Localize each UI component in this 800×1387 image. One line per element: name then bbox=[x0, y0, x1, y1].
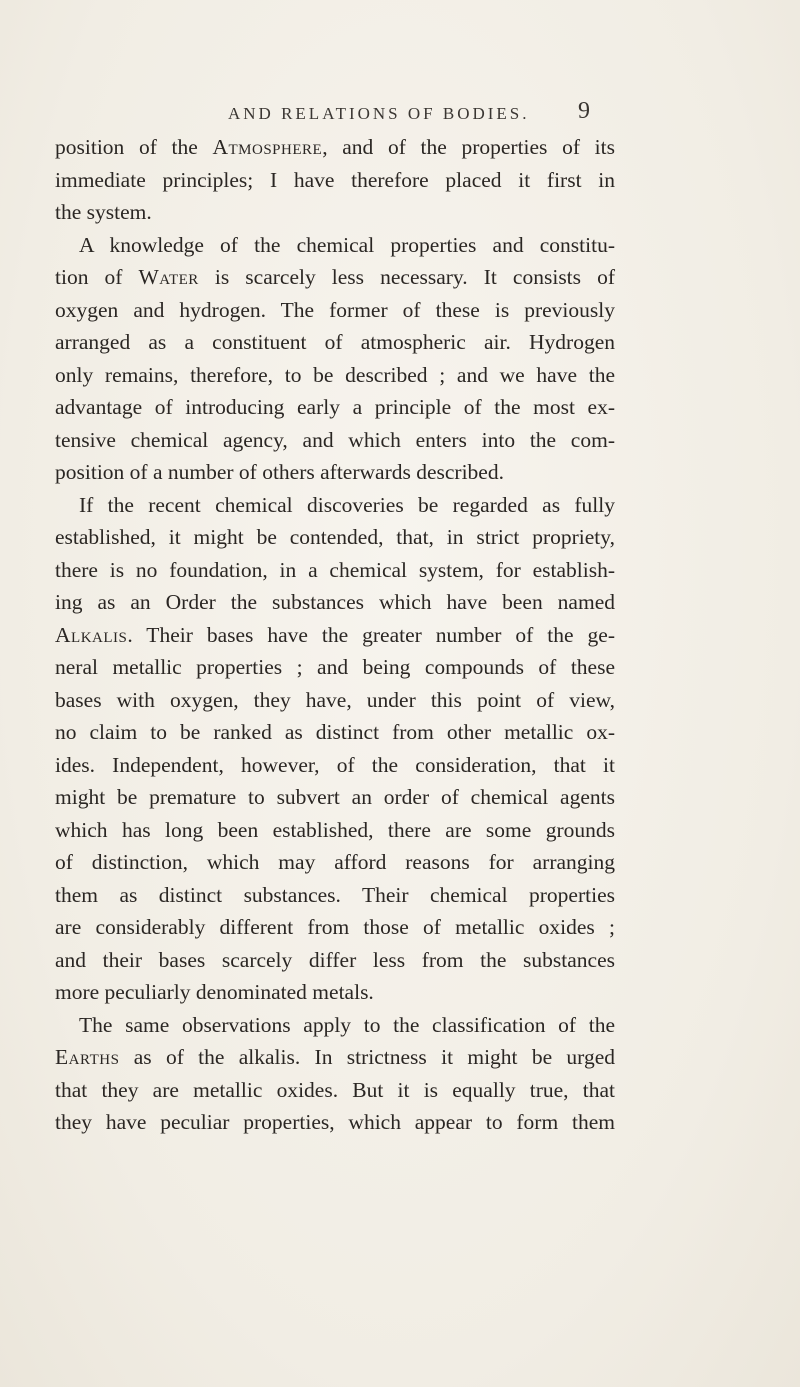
text-line: are considerably different from those of metallic oxides ; bbox=[55, 915, 615, 939]
text-line: them as distinct substances. Their chemical properties bbox=[55, 882, 615, 907]
running-head: AND RELATIONS OF BODIES. bbox=[228, 104, 530, 123]
text-line: arranged as a constituent of atmospheric air. Hydrogen bbox=[55, 330, 615, 354]
text-line: Alkalis. Their bases have the greater number of the ge- bbox=[55, 622, 615, 647]
text-line: ing as an Order the substances which have been named bbox=[55, 590, 615, 614]
body-text bbox=[55, 131, 615, 1361]
text-line: only remains, therefore, to be described ; and we have the bbox=[55, 362, 615, 387]
small-caps-term: Water bbox=[138, 265, 199, 289]
text-line: position of the Atmosphere, and of the properties of its bbox=[55, 135, 615, 159]
small-caps-term: Atmosphere bbox=[212, 135, 323, 159]
text-line: the system. bbox=[55, 200, 152, 224]
text-line: bases with oxygen, they have, under this point of view, bbox=[55, 687, 615, 712]
text-line: which has long been established, there are some grounds bbox=[55, 817, 615, 842]
page-number: 9 bbox=[578, 98, 590, 124]
text-line: tensive chemical agency, and which enters into the com- bbox=[55, 427, 615, 452]
text-line: of distinction, which may afford reasons for arranging bbox=[55, 850, 615, 874]
text-line: ides. Independent, however, of the consideration, that it bbox=[55, 752, 615, 777]
small-caps-term: Earths bbox=[55, 1045, 120, 1069]
text-line: position of a number of others afterwards described. bbox=[55, 460, 504, 484]
text-line: established, it might be contended, that, in strict propriety, bbox=[55, 525, 615, 549]
text-line: If the recent chemical discoveries be regarded as fully bbox=[79, 492, 615, 517]
text-line: that they are metallic oxides. But it is equally true, that bbox=[55, 1077, 615, 1102]
text-line: neral metallic properties ; and being compounds of these bbox=[55, 655, 615, 679]
text-line: immediate principles; I have therefore placed it first in bbox=[55, 167, 615, 192]
text-line: oxygen and hydrogen. The former of these is previously bbox=[55, 297, 615, 322]
small-caps-term: Alkalis bbox=[55, 622, 128, 647]
text-line: advantage of introducing early a principle of the most ex- bbox=[55, 395, 615, 419]
text-line: tion of Water is scarcely less necessary. It consists of bbox=[55, 265, 616, 289]
text-line: might be premature to subvert an order of chemical agents bbox=[55, 785, 615, 809]
text-line: Earths as of the alkalis. In strictness it might be urged bbox=[55, 1045, 615, 1069]
text-line: no claim to be ranked as distinct from other metallic ox- bbox=[55, 720, 615, 744]
text-line: they have peculiar properties, which appear to form them bbox=[55, 1110, 615, 1134]
text-line: and their bases scarcely differ less from the substances bbox=[55, 947, 615, 972]
text-line: A knowledge of the chemical properties and constitu- bbox=[79, 232, 615, 257]
text-line: The same observations apply to the classification of the bbox=[79, 1012, 615, 1037]
text-line: there is no foundation, in a chemical system, for establish- bbox=[55, 557, 615, 582]
text-line: more peculiarly denominated metals. bbox=[55, 980, 374, 1004]
